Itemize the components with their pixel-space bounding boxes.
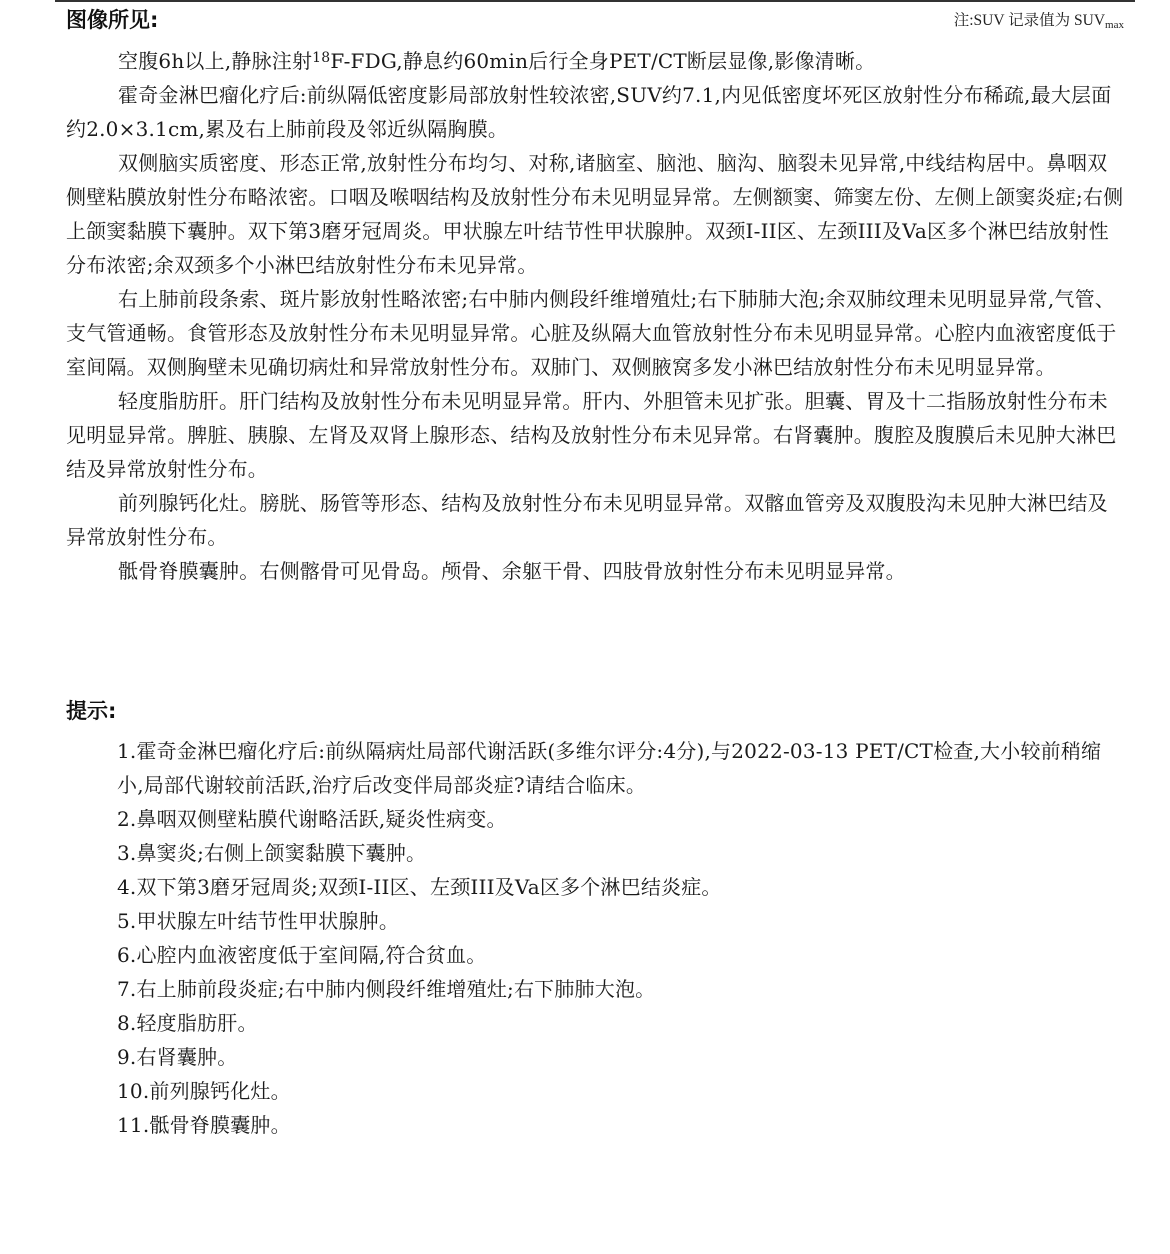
hint-item: 4.双下第3磨牙冠周炎;双颈I-II区、左颈III及Va区多个淋巴结炎症。 — [117, 875, 722, 899]
hints-title: 提示: — [66, 699, 117, 723]
findings-p1-after: F-FDG,静息约60min后行全身PET/CT断层显像,影像清晰。 — [330, 49, 876, 73]
hint-item: 7.右上肺前段炎症;右中肺内侧段纤维增殖灶;右下肺肺大泡。 — [117, 977, 656, 1001]
suv-note-text: 注:SUV 记录值为 SUV — [953, 12, 1106, 29]
hint-item: 11.骶骨脊膜囊肿。 — [117, 1113, 291, 1137]
findings-paragraph: 右上肺前段条索、斑片影放射性略浓密;右中肺内侧段纤维增殖灶;右下肺肺大泡;余双肺纹理未见明显异常,气管、支气管通畅。食管形态及放射性分布未见明显异常。心脏及纵隔大血管放射性分布未见明显异常。心腔内血液密度低于室间隔。双侧胸壁未见确切病灶和异常放射性分布。双肺门、双侧腋窝多发小淋巴结放射性分布未见明显异常。 — [66, 287, 1117, 379]
hints-list — [117, 734, 1127, 1142]
hint-item: 10.前列腺钙化灶。 — [117, 1079, 291, 1103]
findings-body — [66, 44, 1124, 588]
findings-paragraph: 骶骨脊膜囊肿。右侧髂骨可见骨岛。颅骨、余躯干骨、四肢骨放射性分布未见明显异常。 — [118, 559, 906, 583]
findings-paragraph — [66, 44, 1124, 78]
hint-item: 6.心腔内血液密度低于室间隔,符合贫血。 — [117, 943, 487, 967]
hint-item: 8.轻度脂肪肝。 — [117, 1011, 258, 1035]
findings-paragraph: 前列腺钙化灶。膀胱、肠管等形态、结构及放射性分布未见明显异常。双髂血管旁及双腹股沟未见肿大淋巴结及异常放射性分布。 — [66, 491, 1108, 549]
findings-paragraph: 双侧脑实质密度、形态正常,放射性分布均匀、对称,诸脑室、脑池、脑沟、脑裂未见异常,中线结构居中。鼻咽双侧壁粘膜放射性分布略浓密。口咽及喉咽结构及放射性分布未见明显异常。左侧额窦、筛窦左份、左侧上颌窦炎症;右侧上颌窦黏膜下囊肿。双下第3磨牙冠周炎。甲状腺左叶结节性甲状腺肿。双颈I-II区、左颈III及Va区多个淋巴结放射性分布浓密;余双颈多个小淋巴结放射性分布未见异常。 — [66, 151, 1124, 277]
top-divider — [55, 0, 1135, 2]
suv-note-subscript: max — [1105, 19, 1124, 31]
isotope-mass-number: 18 — [312, 50, 331, 66]
suv-note — [954, 10, 1124, 36]
findings-title: 图像所见: — [66, 8, 159, 32]
findings-paragraph: 轻度脂肪肝。肝门结构及放射性分布未见明显异常。肝内、外胆管未见扩张。胆囊、胃及十二指肠放射性分布未见明显异常。脾脏、胰腺、左肾及双肾上腺形态、结构及放射性分布未见异常。右肾囊肿。腹腔及腹膜后未见肿大淋巴结及异常放射性分布。 — [66, 389, 1117, 481]
hint-item: 1.霍奇金淋巴瘤化疗后:前纵隔病灶局部代谢活跃(多维尔评分:4分),与2022-03-13 PET/CT检查,大小较前稍缩小,局部代谢较前活跃,治疗后改变伴局部炎症?请结合临床。 — [117, 739, 1102, 797]
findings-paragraph: 霍奇金淋巴瘤化疗后:前纵隔低密度影局部放射性较浓密,SUV约7.1,内见低密度坏死区放射性分布稀疏,最大层面约2.0×3.1cm,累及右上肺前段及邻近纵隔胸膜。 — [66, 83, 1112, 141]
hint-item: 3.鼻窦炎;右侧上颌窦黏膜下囊肿。 — [117, 841, 427, 865]
hint-item: 5.甲状腺左叶结节性甲状腺肿。 — [117, 909, 400, 933]
hint-item: 9.右肾囊肿。 — [117, 1045, 238, 1069]
hint-item: 2.鼻咽双侧壁粘膜代谢略活跃,疑炎性病变。 — [117, 807, 507, 831]
findings-p1-before: 空腹6h以上,静脉注射 — [118, 49, 313, 73]
